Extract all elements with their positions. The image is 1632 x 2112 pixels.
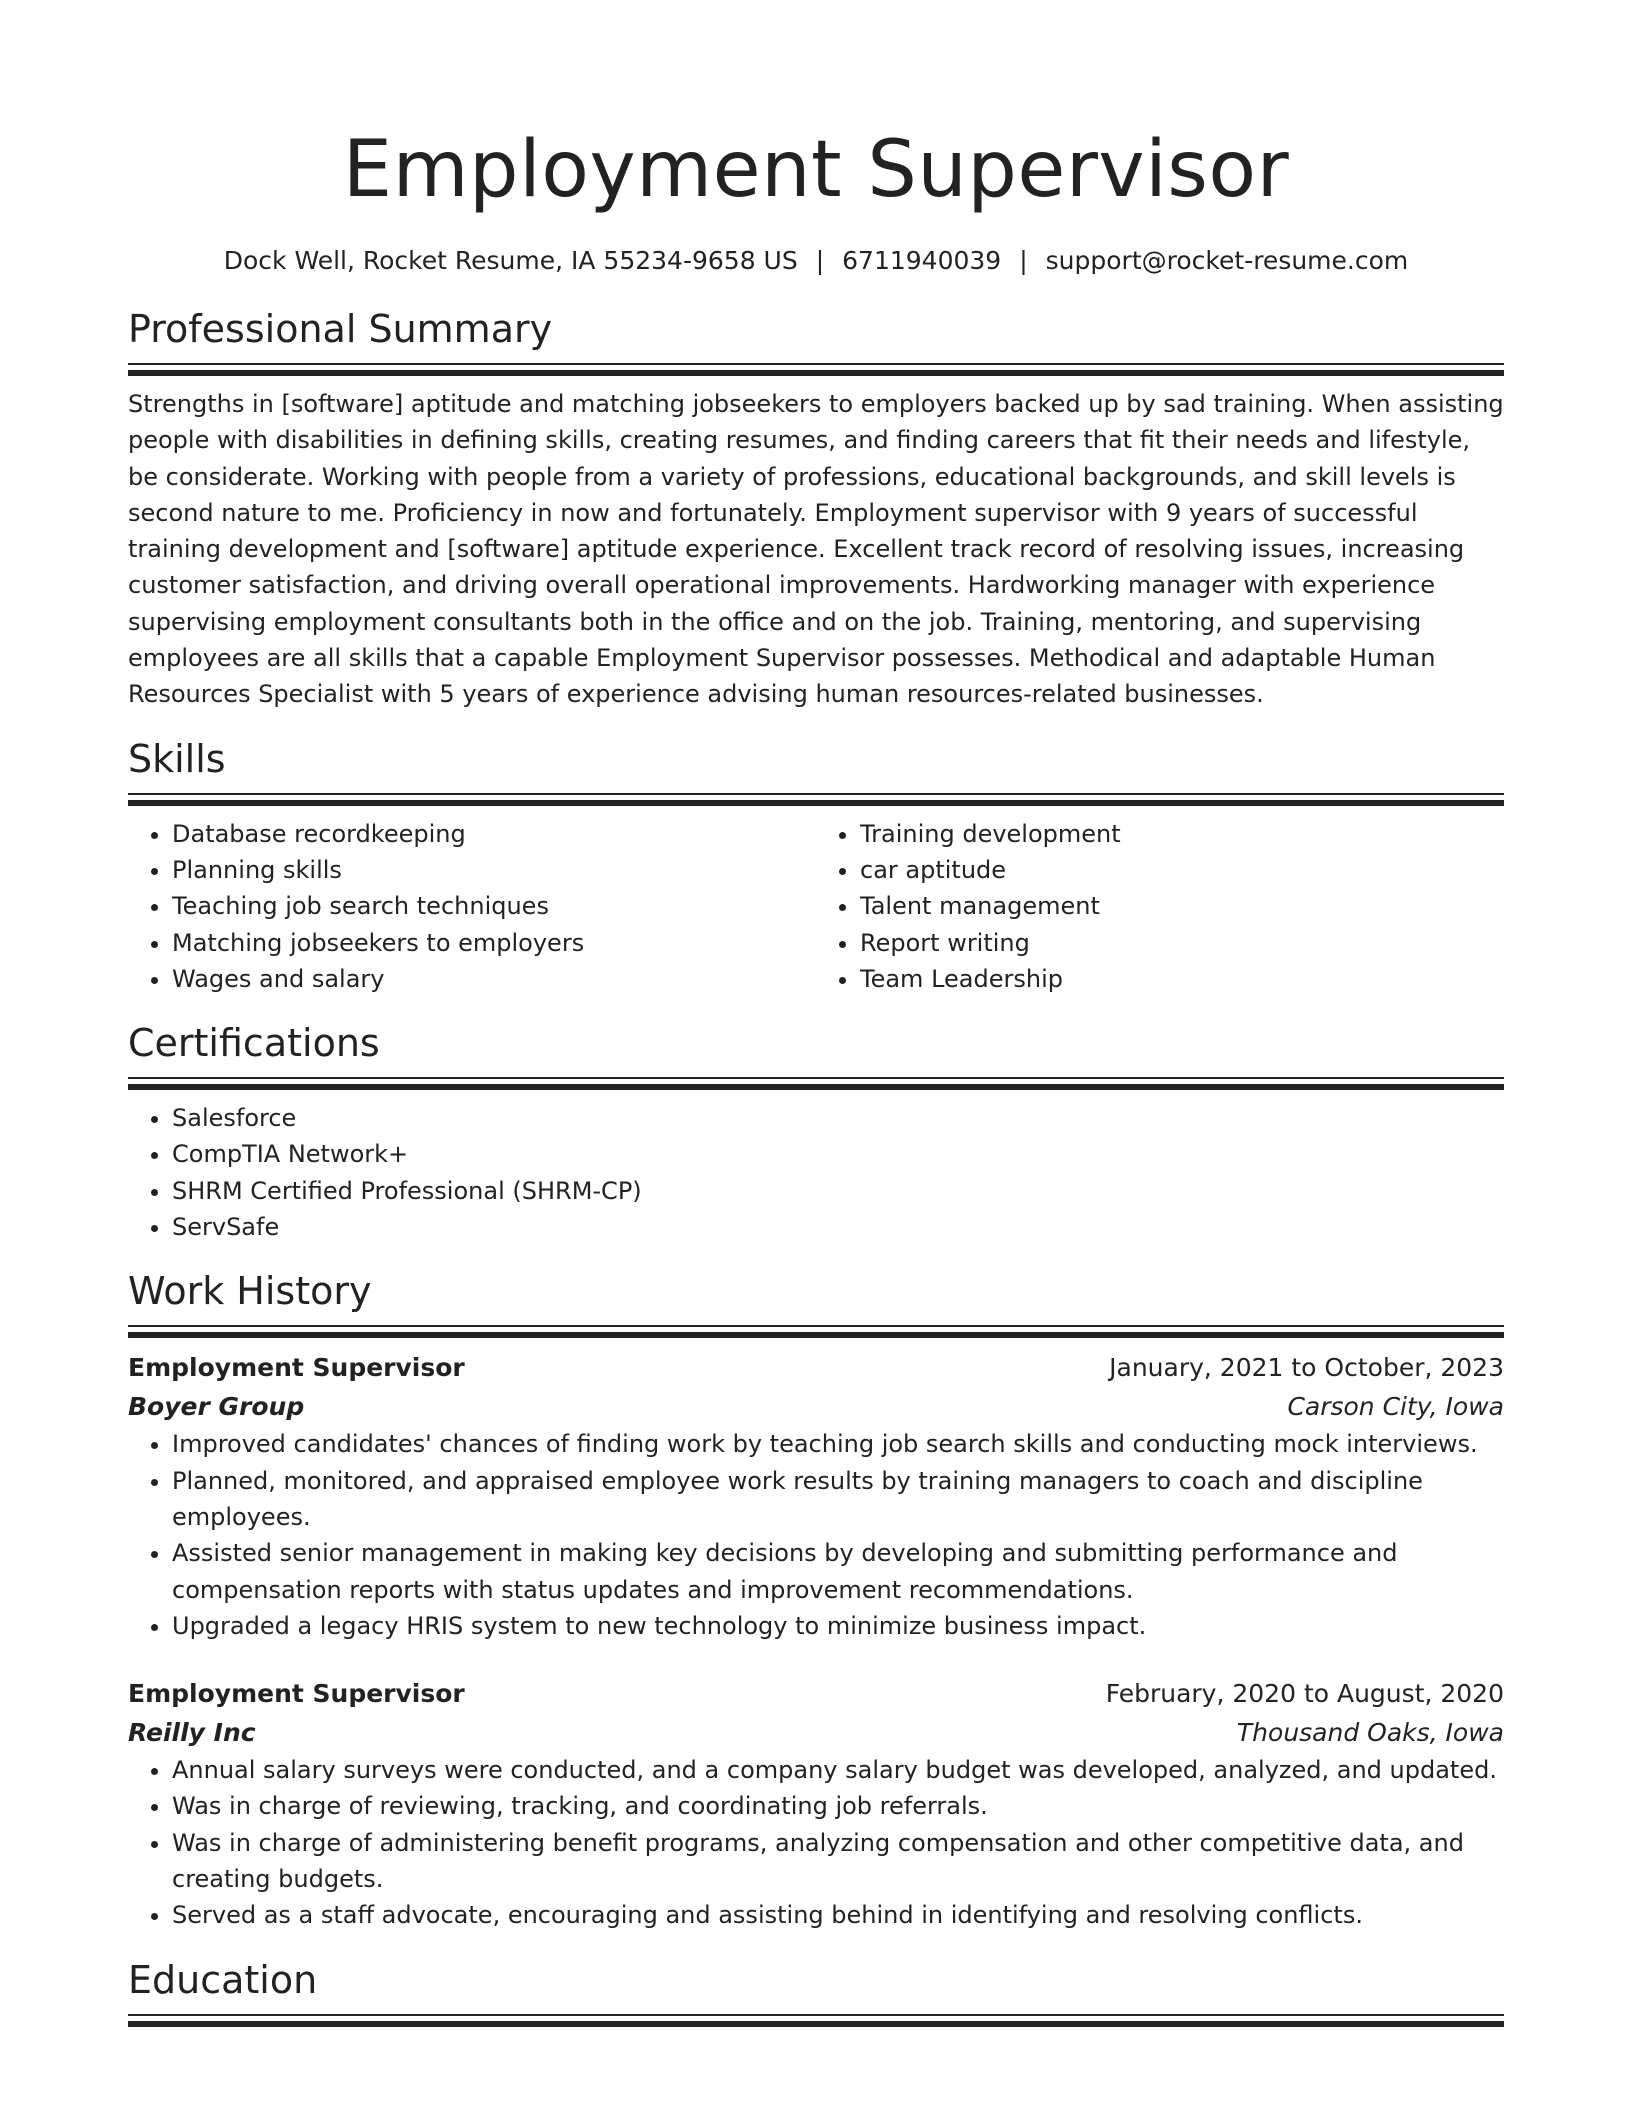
skill-item: • Training development (860, 816, 1504, 852)
certification-item: • Salesforce (172, 1100, 1504, 1136)
job-bullet: • Was in charge of administering benefit programs, analyzing compensation and other competitive data, and creating budgets. (172, 1825, 1504, 1898)
skill-item: • Team Leadership (860, 961, 1504, 997)
section-divider (128, 793, 1504, 806)
certifications-section (128, 1019, 1504, 1245)
contact-email: support@rocket-resume.com (1045, 246, 1409, 275)
candidate-name: Employment Supervisor (342, 125, 1290, 215)
section-divider (128, 363, 1504, 376)
certifications-list (128, 1100, 1504, 1245)
job-dates: February, 2020 to August, 2020 (1105, 1679, 1504, 1709)
certification-item: • SHRM Certified Professional (SHRM-CP) (172, 1173, 1504, 1209)
section-title-certifications: Certifications (128, 1021, 380, 1066)
job-bullets (128, 1426, 1504, 1644)
job-location: Carson City, Iowa (1287, 1392, 1504, 1422)
job-bullet: • Upgraded a legacy HRIS system to new technology to minimize business impact. (172, 1608, 1504, 1644)
skill-item: • Planning skills (172, 852, 816, 888)
section-divider (128, 1077, 1504, 1090)
certification-item: • ServSafe (172, 1209, 1504, 1245)
section-title-skills: Skills (128, 736, 226, 781)
job-entry (128, 1348, 1504, 1644)
contact-address: Dock Well, Rocket Resume, IA 55234-9658 US (223, 246, 798, 275)
section-title-work-history: Work History (128, 1269, 372, 1314)
job-header (128, 1674, 1504, 1713)
skill-item: • Database recordkeeping (172, 816, 816, 852)
section-divider (128, 1325, 1504, 1338)
job-subheader (128, 1387, 1504, 1426)
skill-item: • Talent management (860, 888, 1504, 924)
job-location: Thousand Oaks, Iowa (1236, 1718, 1504, 1748)
job-bullets (128, 1752, 1504, 1933)
job-subheader (128, 1713, 1504, 1752)
certification-item: • CompTIA Network+ (172, 1136, 1504, 1172)
job-company: Boyer Group (128, 1392, 305, 1422)
job-company: Reilly Inc (128, 1718, 256, 1748)
contact-separator: | (1019, 246, 1028, 275)
job-title: Employment Supervisor (128, 1679, 465, 1709)
job-header (128, 1348, 1504, 1387)
section-title-summary: Professional Summary (128, 307, 553, 351)
contact-phone: 6711940039 (842, 246, 1002, 275)
skill-item: • Teaching job search techniques (172, 888, 816, 924)
section-title-education: Education (128, 1957, 318, 2002)
skill-item: • Matching jobseekers to employers (172, 925, 816, 961)
contact-line (128, 244, 1504, 278)
skills-list-right (816, 816, 1504, 997)
job-bullet: • Planned, monitored, and appraised employee work results by training managers to coach and discipline employees. (172, 1463, 1504, 1536)
skill-item: • Report writing (860, 925, 1504, 961)
job-bullet: • Improved candidates' chances of finding work by teaching job search skills and conducting mock interviews. (172, 1426, 1504, 1462)
contact-separator: | (815, 246, 825, 275)
job-bullet: • Served as a staff advocate, encouraging and assisting behind in identifying and resolving conflicts. (172, 1897, 1504, 1933)
section-divider (128, 2014, 1504, 2027)
skill-item: • car aptitude (860, 852, 1504, 888)
job-entry (128, 1674, 1504, 1933)
job-bullet: • Annual salary surveys were conducted, and a company salary budget was developed, analyzed, and updated. (172, 1752, 1504, 1788)
skills-list-left (128, 816, 816, 997)
job-bullet: • Assisted senior management in making key decisions by developing and submitting performance and compensation reports with status updates and improvement recommendations. (172, 1535, 1504, 1608)
education-section (128, 1956, 1504, 2027)
skills-section (128, 735, 1504, 997)
summary-section (128, 305, 1504, 713)
job-title: Employment Supervisor (128, 1353, 465, 1383)
job-dates: January, 2021 to October, 2023 (1109, 1353, 1504, 1383)
summary-text: Strengths in [software] aptitude and matching jobseekers to employers backed up by sad training. When assisting people with disabilities in defining skills, creating resumes, and finding careers that fit their needs and lifestyle, be considerate. Working with people from a variety of professions, educational backgrounds, and skill levels is second nature to me. Proficiency in now and fortunately. Employment supervisor with 9 years of successful training development and [software] aptitude experience. Excellent track record of resolving issues, increasing customer satisfaction, and driving overall operational improvements. Hardworking manager with experience supervising employment consultants both in the office and on the job. Training, mentoring, and supervising employees are all skills that a capable Employment Supervisor possesses. Methodical and adaptable Human Resources Specialist with 5 years of experience advising human resources-related businesses. (128, 390, 1504, 709)
skill-item: • Wages and salary (172, 961, 816, 997)
work-history-section (128, 1267, 1504, 1933)
job-bullet: • Was in charge of reviewing, tracking, and coordinating job referrals. (172, 1788, 1504, 1824)
skills-grid (128, 816, 1504, 997)
